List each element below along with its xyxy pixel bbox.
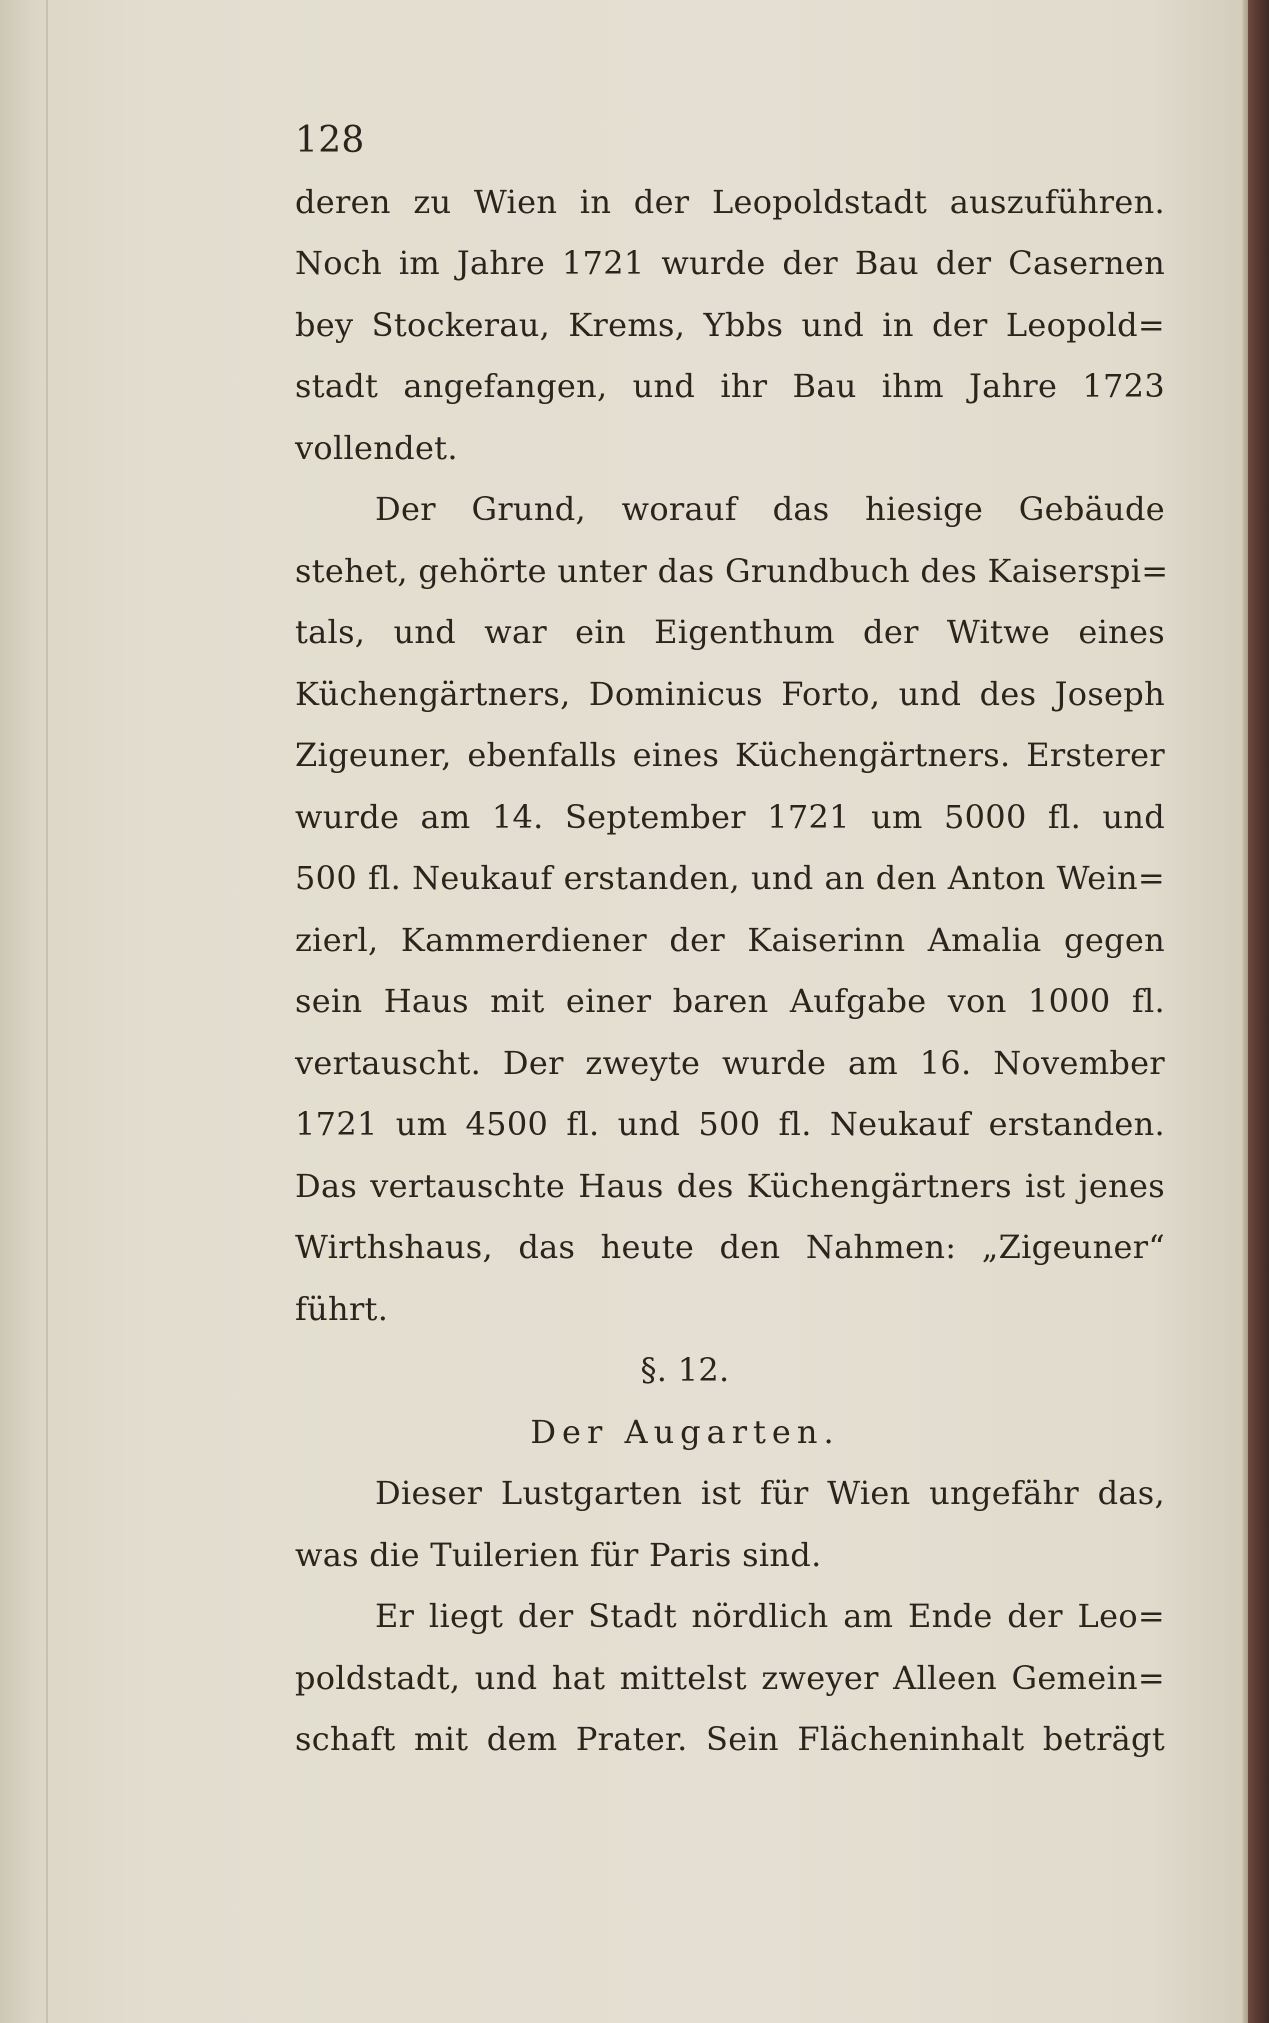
text-line: Küchengärtners, Dominicus Forto, und des Joseph [295,674,1165,713]
text-line: schaft mit dem Prater. Sein Flächeninhalt beträgt [295,1720,1165,1758]
text-line: Das vertauschte Haus des Küchengärtners ist jenes [295,1166,1165,1205]
page-text-block [295,110,1169,1771]
section-title: Der Augarten. [530,1412,840,1451]
text-line: stehet, gehörte unter das Grundbuch des Kaiserspi= [295,551,1169,590]
text-line: sein Haus mit einer baren Aufgabe von 1000 fl. [295,982,1165,1020]
text-line: poldstadt, und hat mittelst zweyer Alleen Gemein= [295,1658,1165,1697]
section-number: §. 12. [640,1351,730,1389]
book-binding [1248,0,1269,2023]
text-line: Der Grund, worauf das hiesige Gebäude [375,490,1165,528]
paragraph-3 [295,1463,1165,1586]
text-line: Er liegt der Stadt nördlich am Ende der Leo= [375,1597,1165,1635]
text-line: Dieser Lustgarten ist für Wien ungefähr das, [375,1474,1165,1512]
paragraph-1 [295,172,1165,480]
text-line: stadt angefangen, und ihr Bau ihm Jahre 1723 [295,367,1165,405]
paragraph-4 [295,1586,1165,1771]
text-line: 1721 um 4500 fl. und 500 fl. Neukauf erstanden. [295,1105,1165,1143]
text-line: vollendet. [295,428,458,467]
text-line: was die Tuilerien für Paris sind. [295,1535,822,1574]
text-line: vertauscht. Der zweyte wurde am 16. November [295,1043,1165,1082]
text-line: Noch im Jahre 1721 wurde der Bau der Casernen [295,244,1165,282]
text-line: zierl, Kammerdiener der Kaiserinn Amalia gegen [295,920,1165,959]
text-line: führt. [295,1289,389,1328]
text-line: deren zu Wien in der Leopoldstadt auszuführen. [295,182,1165,221]
text-line: wurde am 14. September 1721 um 5000 fl. und [295,797,1165,836]
text-line: Zigeuner, ebenfalls eines Küchengärtners. Ersterer [295,736,1165,774]
text-line: bey Stockerau, Krems, Ybbs und in der Leopold= [295,305,1165,344]
page-number: 128 [295,120,365,161]
text-line: 500 fl. Neukauf erstanden, und an den Anton Wein= [295,859,1165,897]
paragraph-2 [295,479,1169,1340]
text-line: tals, und war ein Eigenthum der Witwe eines [295,613,1165,651]
text-line: Wirthshaus, das heute den Nahmen: „Zigeuner“ [295,1228,1165,1266]
